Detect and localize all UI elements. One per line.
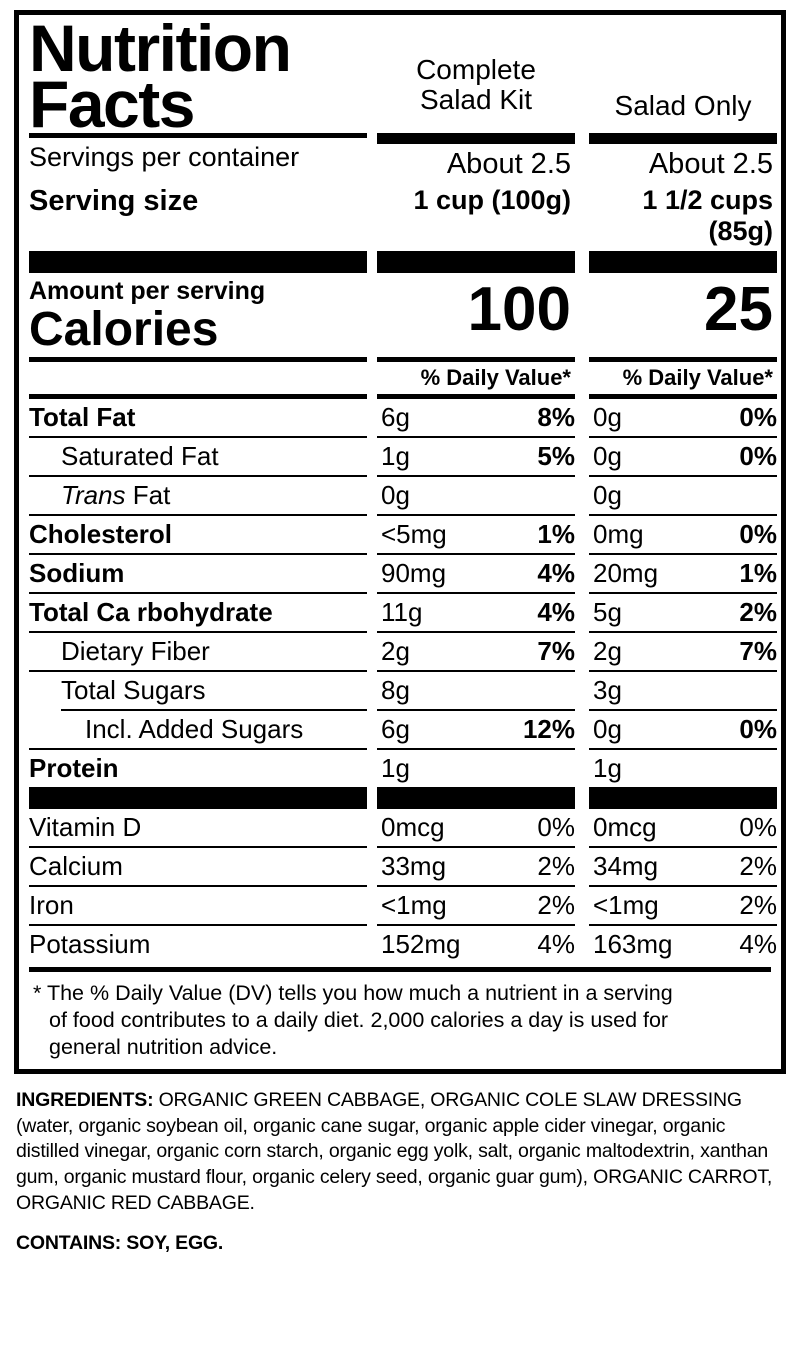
nutrient-name: Dietary Fiber xyxy=(61,636,210,667)
nutrient-amount: 0g xyxy=(593,441,622,472)
daily-value-footnote xyxy=(29,972,771,1065)
dv-header-label-cell xyxy=(29,357,367,394)
column-b-header xyxy=(589,21,777,133)
nutrient-amount: <5mg xyxy=(381,519,447,550)
nutrient-amount: 0g xyxy=(593,714,622,745)
nutrient-name xyxy=(29,477,367,514)
dv-header-b-cell xyxy=(589,357,777,394)
vitamin-name: Potassium xyxy=(29,929,151,960)
table-row xyxy=(29,436,777,475)
ingredients-block xyxy=(14,1074,786,1217)
serving-size-row xyxy=(29,183,771,251)
serving-size-a-cell xyxy=(377,183,575,251)
servings-per-container-label: Servings per container xyxy=(29,142,300,173)
vitamin-name: Calcium xyxy=(29,851,123,882)
vitamin-amount: 33mg xyxy=(381,851,447,882)
title-line-1: Nutrition xyxy=(29,11,291,85)
title-line-2: Facts xyxy=(29,67,194,142)
table-row xyxy=(29,748,771,787)
servings-label-cell xyxy=(29,133,367,183)
vitamin-dv: 2% xyxy=(739,851,777,882)
nutrient-amount: 5g xyxy=(593,597,622,628)
table-row xyxy=(29,394,777,436)
nutrient-amount: 8g xyxy=(381,675,410,706)
table-row xyxy=(29,809,777,846)
serving-size-label: Serving size xyxy=(29,185,199,218)
table-row xyxy=(29,592,777,631)
footnote-line-3: general nutrition advice. xyxy=(49,1034,278,1059)
nutrient-amount: 0mg xyxy=(593,519,644,550)
nutrient-amount: 20mg xyxy=(593,558,659,589)
nutrition-facts-panel xyxy=(14,10,786,1074)
nutrient-name: Cholesterol xyxy=(29,519,173,550)
nutrient-name: Total Ca rbohydrate xyxy=(29,597,273,628)
trans-italic: Trans xyxy=(61,480,126,511)
table-row xyxy=(29,924,777,963)
ingredients-text: ORGANIC GREEN CABBAGE, ORGANIC COLE SLAW DRESSING (water, organic soybean oil, organic cane sugar, organic apple cider vinegar, organic distilled vinegar, organic corn starch, organic egg yolk, salt, organic maltodextrin, xanthan gum, organic mustard flour, organic celery seed, organic guar gum), ORGANIC CARROT, ORGANIC RED CABBAGE. xyxy=(16,1088,773,1214)
column-a-header xyxy=(377,21,575,133)
servings-a-cell xyxy=(377,133,575,183)
black-bar-label xyxy=(29,251,367,273)
serving-size-label-cell xyxy=(29,183,367,251)
table-row xyxy=(29,885,777,924)
column-a-header-line1: Complete xyxy=(416,54,536,85)
servings-b-cell xyxy=(589,133,777,183)
table-row xyxy=(29,709,777,748)
nutrient-dv: 5% xyxy=(537,441,575,472)
black-bar-a xyxy=(377,251,575,273)
nutrient-name: Protein xyxy=(29,753,119,784)
nutrient-amount: 2g xyxy=(381,636,410,667)
amount-per-serving-label: Amount per serving xyxy=(29,277,266,306)
table-row xyxy=(29,846,777,885)
nutrient-name: Total Sugars xyxy=(61,675,206,706)
nutrient-dv: 0% xyxy=(739,519,777,550)
calories-label-cell xyxy=(29,273,367,357)
vitamin-amount: 163mg xyxy=(593,929,673,960)
nutrient-dv: 1% xyxy=(739,558,777,589)
calories-row xyxy=(29,273,771,357)
serving-size-b-cell xyxy=(589,183,777,251)
table-row xyxy=(29,475,771,514)
vitamin-dv: 4% xyxy=(739,929,777,960)
nutrient-dv: 7% xyxy=(739,636,777,667)
vitamin-dv: 2% xyxy=(537,890,575,921)
title-block xyxy=(29,11,367,142)
vitamin-dv: 0% xyxy=(739,812,777,843)
black-bar-row-1 xyxy=(29,251,771,273)
nutrient-dv: 2% xyxy=(739,597,777,628)
vitamin-rows xyxy=(29,809,777,963)
nutrient-amount: 1g xyxy=(381,441,410,472)
nutrient-amount: 6g xyxy=(381,402,410,433)
calories-b-cell xyxy=(589,273,777,357)
nutrient-name: Total Fat xyxy=(29,402,136,433)
vitamin-amount: <1mg xyxy=(381,890,447,921)
panel-header-row xyxy=(29,11,771,142)
vitamin-dv: 4% xyxy=(537,929,575,960)
serving-size-a-value: 1 cup (100g) xyxy=(413,185,571,216)
vitamin-amount: 0mcg xyxy=(593,812,657,843)
black-bar-a-2 xyxy=(377,787,575,809)
servings-b-value: About 2.5 xyxy=(648,148,773,181)
vitamin-amount: 34mg xyxy=(593,851,659,882)
nutrient-dv: 4% xyxy=(537,597,575,628)
vitamin-amount: <1mg xyxy=(593,890,659,921)
contains-statement: CONTAINS: SOY, EGG. xyxy=(16,1232,224,1255)
vitamin-dv: 2% xyxy=(537,851,575,882)
table-row xyxy=(29,631,777,670)
nutrient-amount: 0g xyxy=(593,480,622,511)
column-a-header-line2: Salad Kit xyxy=(419,84,533,116)
calories-a-value: 100 xyxy=(467,275,571,345)
nutrient-amount: 90mg xyxy=(381,558,447,589)
calories-label: Calories xyxy=(29,303,219,357)
vitamin-dv: 2% xyxy=(739,890,777,921)
nutrient-amount: 3g xyxy=(593,675,622,706)
trans-rest: Fat xyxy=(125,480,171,511)
black-bar-b xyxy=(589,251,777,273)
serving-size-b-value: 1 1/2 cups (85g) xyxy=(642,185,773,247)
footnote-line-2: of food contributes to a daily diet. 2,000 calories a day is used for xyxy=(49,1008,669,1033)
nutrient-amount: 0g xyxy=(381,480,410,511)
nutrient-dv: 7% xyxy=(537,636,575,667)
nutrient-amount: 2g xyxy=(593,636,622,667)
nutrient-dv: 0% xyxy=(739,441,777,472)
nutrient-amount: 11g xyxy=(381,597,423,628)
dv-header-a: % Daily Value* xyxy=(420,365,571,391)
nutrient-amount: 0g xyxy=(593,402,622,433)
calories-a-cell xyxy=(377,273,575,357)
nutrient-amount: 1g xyxy=(593,753,622,784)
nutrient-dv: 12% xyxy=(522,714,575,745)
nutrient-name: Sodium xyxy=(29,558,125,589)
ingredients-label: INGREDIENTS: xyxy=(16,1088,154,1111)
servings-row xyxy=(29,133,771,183)
vitamin-dv: 0% xyxy=(537,812,575,843)
black-bar-row-2 xyxy=(29,787,771,809)
servings-a-value: About 2.5 xyxy=(446,148,571,181)
nutrient-dv: 0% xyxy=(739,402,777,433)
nutrient-name: Saturated Fat xyxy=(61,441,219,472)
nutrient-name: Incl. Added Sugars xyxy=(85,714,304,745)
nutrient-dv: 1% xyxy=(537,519,575,550)
nutrient-amount: 1g xyxy=(381,753,410,784)
nutrient-amount: 6g xyxy=(381,714,410,745)
table-row xyxy=(29,514,777,553)
calories-b-value: 25 xyxy=(704,275,773,345)
nutrient-dv: 8% xyxy=(537,402,575,433)
black-bar-b-2 xyxy=(589,787,777,809)
vitamin-amount: 0mcg xyxy=(381,812,445,843)
table-row xyxy=(29,670,771,709)
column-b-header-line1: Salad Only xyxy=(614,90,752,121)
vitamin-name: Iron xyxy=(29,890,74,921)
dv-header-b: % Daily Value* xyxy=(622,365,773,391)
vitamin-amount: 152mg xyxy=(381,929,461,960)
table-row xyxy=(29,553,777,592)
nutrient-rows xyxy=(29,394,777,787)
footnote-line-1: * The % Daily Value (DV) tells you how much a nutrient in a serving xyxy=(33,981,673,1006)
dv-header-a-cell xyxy=(377,357,575,394)
black-bar-label-2 xyxy=(29,787,367,809)
nutrient-dv: 0% xyxy=(739,714,777,745)
vitamin-name: Vitamin D xyxy=(29,812,142,843)
daily-value-header-row xyxy=(29,357,771,394)
nutrient-dv: 4% xyxy=(537,558,575,589)
